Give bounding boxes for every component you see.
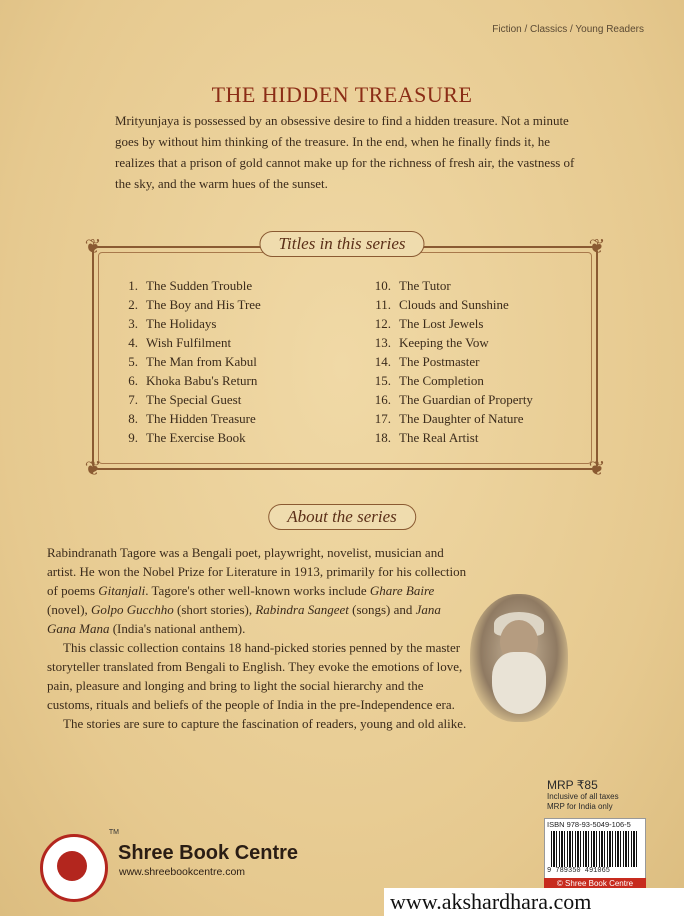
list-item <box>116 314 261 333</box>
item-number: 3. <box>128 316 138 331</box>
item-title: The Completion <box>399 373 484 388</box>
about-text <box>47 543 467 733</box>
item-title: The Real Artist <box>399 430 479 445</box>
watermark: www.akshardhara.com <box>384 888 684 916</box>
isbn-label: ISBN 978-93-5049-106-5 <box>547 820 631 829</box>
barcode-digits: 9 789350 491065 <box>547 867 611 875</box>
ornament-icon: ❦ <box>84 458 102 480</box>
list-item <box>363 390 533 409</box>
item-number: 18. <box>374 430 391 445</box>
publisher-name: Shree Book Centre <box>118 842 299 864</box>
item-title: Khoka Babu's Return <box>146 373 258 388</box>
copyright-strip: © Shree Book Centre <box>544 878 646 890</box>
item-title: The Exercise Book <box>146 430 246 445</box>
item-title: The Boy and His Tree <box>146 297 261 312</box>
genre-label: Fiction / Classics / Young Readers <box>492 24 644 35</box>
tax-note: Inclusive of all taxes <box>547 792 619 801</box>
item-number: 16. <box>374 392 391 407</box>
ornament-icon: ❦ <box>84 236 102 258</box>
trademark: TM <box>108 829 119 836</box>
list-item <box>363 276 533 295</box>
item-title: Clouds and Sunshine <box>399 297 509 312</box>
item-title: The Hidden Treasure <box>146 411 256 426</box>
italic-title: Rabindra Sangeet <box>255 602 349 617</box>
item-number: 8. <box>128 411 138 426</box>
item-number: 2. <box>128 297 138 312</box>
item-title: The Postmaster <box>399 354 480 369</box>
ornament-icon: ❦ <box>588 458 606 480</box>
list-item <box>363 333 533 352</box>
list-item <box>363 352 533 371</box>
list-item <box>116 276 261 295</box>
item-title: The Sudden Trouble <box>146 278 253 293</box>
item-number: 14. <box>374 354 391 369</box>
author-portrait <box>470 594 568 722</box>
item-number: 15. <box>374 373 391 388</box>
region-note: MRP for India only <box>547 802 613 811</box>
list-item <box>363 409 533 428</box>
item-title: The Man from Kabul <box>146 354 257 369</box>
item-number: 12. <box>374 316 391 331</box>
publisher-logo-icon <box>40 829 119 902</box>
about-paragraph-2: This classic collection contains 18 hand-picked stories penned by the master storyteller translated from Bengali to English. They evoke the emotions of love, pain, pleasure and longing and bring to light the social hierarchy and the customs, rituals and beliefs of the people of India in the pre-Independence era. <box>47 640 463 712</box>
italic-title: Jana Gana Mana <box>47 602 441 636</box>
about-heading: About the series <box>268 504 416 530</box>
item-number: 1. <box>128 278 138 293</box>
italic-title: Golpo Gucchho <box>91 602 174 617</box>
item-title: The Guardian of Property <box>399 392 533 407</box>
barcode <box>544 818 646 880</box>
barcode-bars <box>551 831 639 867</box>
series-heading: Titles in this series <box>259 231 424 257</box>
item-title: Keeping the Vow <box>399 335 489 350</box>
italic-title: Gitanjali <box>98 583 146 598</box>
item-title: The Lost Jewels <box>399 316 484 331</box>
publisher-url: www.shreebookcentre.com <box>119 866 246 878</box>
list-item <box>363 295 533 314</box>
mrp-price: MRP ₹85 <box>547 778 598 792</box>
about-paragraph-1: Rabindranath Tagore was a Bengali poet, playwright, novelist, musician and artist. He won the Nobel Prize for Literature in 1913, primarily for his collection of poems Gitanjali. Tagore's other well-known works include Ghare Baire (novel), Golpo Gucchho (short stories), Rabindra Sangeet (songs) and Jana Gana Mana (India's national anthem). <box>47 545 467 636</box>
item-title: The Holidays <box>146 316 217 331</box>
item-title: Wish Fulfilment <box>146 335 232 350</box>
item-number: 6. <box>128 373 138 388</box>
item-number: 5. <box>128 354 138 369</box>
list-item <box>116 333 261 352</box>
list-item <box>363 371 533 390</box>
item-number: 4. <box>128 335 138 350</box>
item-number: 10. <box>374 278 391 293</box>
item-number: 9. <box>128 430 138 445</box>
item-title: The Daughter of Nature <box>399 411 524 426</box>
ornament-icon: ❦ <box>588 236 606 258</box>
book-blurb: Mrityunjaya is possessed by an obsessive desire to find a hidden treasure. Not a minute goes by without him thinking of the treasure. In the end, when he finally finds it, he realizes that a prison of gold cannot make up for the richness of fresh air, the vastness of the sky, and the warm hues of the sunset. <box>115 113 575 191</box>
item-title: The Tutor <box>399 278 451 293</box>
book-title: THE HIDDEN TREASURE <box>211 82 473 107</box>
list-item <box>116 390 261 409</box>
list-item <box>116 352 261 371</box>
item-number: 11. <box>375 297 391 312</box>
item-number: 13. <box>374 335 391 350</box>
price-block <box>547 778 619 812</box>
list-item <box>363 428 533 447</box>
about-paragraph-3: The stories are sure to capture the fascination of readers, young and old alike. <box>63 716 467 731</box>
item-number: 7. <box>128 392 138 407</box>
list-item <box>116 371 261 390</box>
list-item <box>363 314 533 333</box>
italic-title: Ghare Baire <box>369 583 435 598</box>
item-number: 17. <box>374 411 391 426</box>
series-list-left <box>116 276 261 447</box>
list-item <box>116 428 261 447</box>
list-item <box>116 295 261 314</box>
series-list-right <box>363 276 533 447</box>
item-title: The Special Guest <box>146 392 242 407</box>
list-item <box>116 409 261 428</box>
